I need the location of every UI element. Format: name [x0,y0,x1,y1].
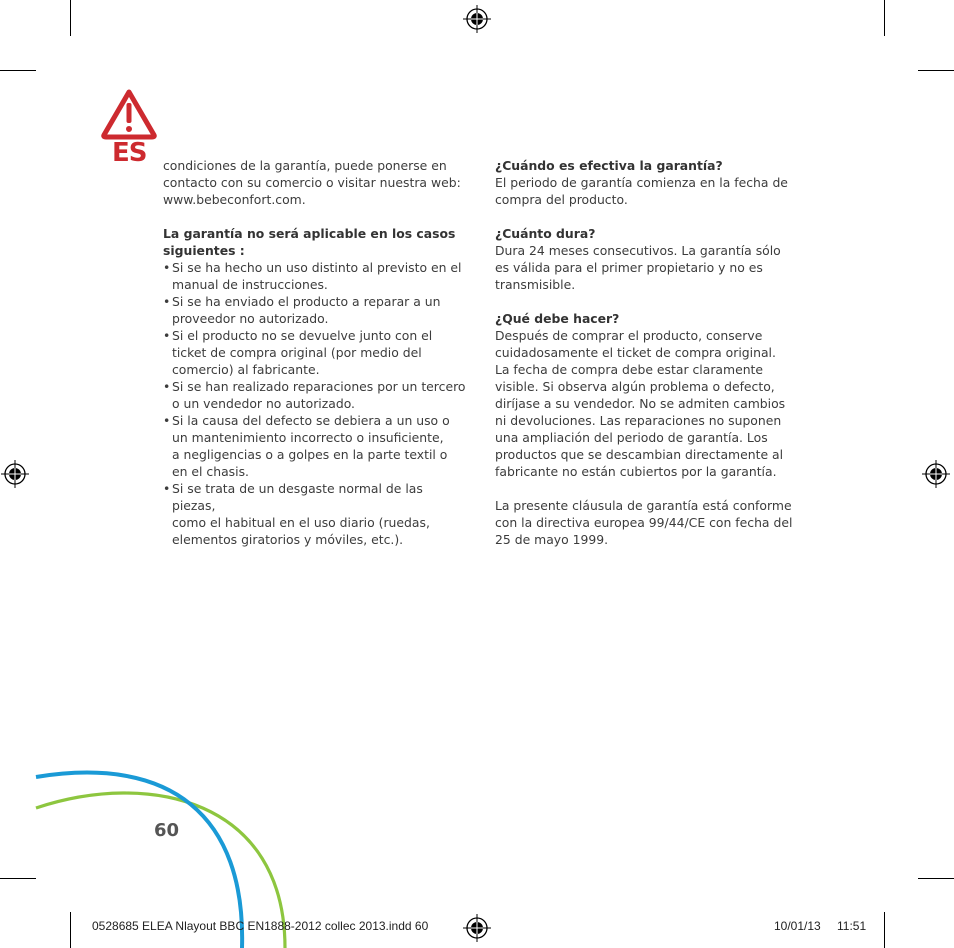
section-heading: ¿Qué debe hacer? [495,311,620,326]
bullet-icon: • [163,481,171,496]
list-item: • Si se trata de un desgaste normal de las piezas, como el habitual en el uso diario (ruedas, elementos giratorios y móviles, etc.). [163,481,430,547]
body-line: diríjase a su vendedor. No se admiten cambios [495,396,786,411]
body-line: ni devoluciones. Las reparaciones no suponen [495,413,782,428]
crop-mark [918,878,954,879]
crop-mark [884,0,885,36]
intro-line: condiciones de la garantía, puede ponerse en [163,158,447,173]
section-heading: ¿Cuándo es efectiva la garantía? [495,158,723,173]
registration-mark-icon [1,460,29,488]
body-line: transmisible. [495,277,576,292]
warning-triangle-icon [100,88,158,140]
list-item: • Si el producto no se devuelve junto con el ticket de compra original (por medio del comercio) al fabricante. [163,328,433,377]
closing-line: La presente cláusula de garantía está conforme [495,498,792,513]
registration-mark-icon [463,5,491,33]
page-number: 60 [154,820,180,841]
right-column [495,157,800,548]
body-line: La fecha de compra debe estar claramente [495,362,764,377]
intro-line: www.bebeconfort.com. [163,192,306,207]
registration-mark-icon [922,460,950,488]
body-line: compra del producto. [495,192,628,207]
exclusions-heading: siguientes : [163,243,245,258]
body-line: cuidadosamente el ticket de compra original. [495,345,776,360]
body-line: una ampliación del periodo de garantía. Los [495,430,768,445]
body-line: El periodo de garantía comienza en la fecha de [495,175,788,190]
bullet-icon: • [163,294,171,309]
slug-time: 11:51 [837,919,867,933]
body-line: Después de comprar el producto, conserve [495,328,763,343]
list-item: • Si se han realizado reparaciones por un tercero o un vendedor no autorizado. [163,379,466,411]
intro-line: contacto con su comercio o visitar nuestra web: [163,175,461,190]
crop-mark [918,70,954,71]
body-line: Dura 24 meses consecutivos. La garantía sólo [495,243,781,258]
list-item: • Si se ha hecho un uso distinto al previsto en el manual de instrucciones. [163,260,462,292]
bullet-icon: • [163,413,171,428]
list-item: • Si la causa del defecto se debiera a un uso o un mantenimiento incorrecto o insuficiente, a negligencias o a golpes en la parte textil o en el chasis. [163,413,450,479]
crop-mark [884,912,885,948]
language-code: ES [112,138,147,168]
crop-mark [0,70,36,71]
registration-mark-icon [463,914,491,942]
slug-file: 0528685 ELEA Nlayout BBC EN1888-2012 collec 2013.indd 60 [92,919,429,933]
list-item: • Si se ha enviado el producto a reparar a un proveedor no autorizado. [163,294,441,326]
crop-mark [70,0,71,36]
body-line: es válida para el primer propietario y no es [495,260,763,275]
body-line: fabricante no están cubiertos por la garantía. [495,464,777,479]
slug-date: 10/01/13 [774,919,821,933]
exclusions-heading: La garantía no será aplicable en los casos [163,226,456,241]
closing-line: 25 de mayo 1999. [495,532,609,547]
body-line: productos que se descambian directamente al [495,447,784,462]
body-line: visible. Si observa algún problema o defecto, [495,379,775,394]
bullet-icon: • [163,260,171,275]
section-heading: ¿Cuánto dura? [495,226,596,241]
left-column [163,157,468,548]
closing-line: con la directiva europea 99/44/CE con fecha del [495,515,793,530]
bullet-icon: • [163,328,171,343]
bullet-icon: • [163,379,171,394]
